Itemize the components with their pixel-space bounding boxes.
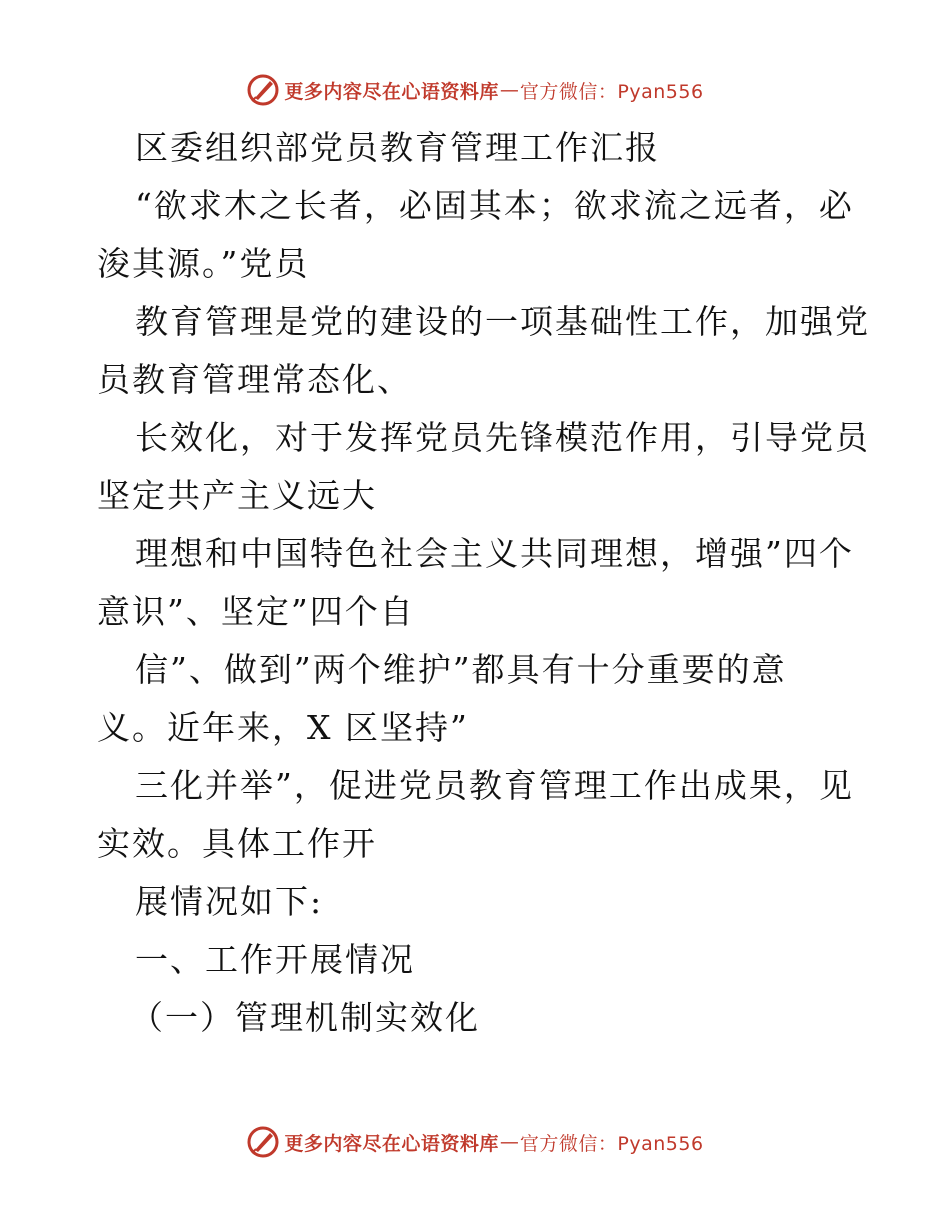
paragraph-line: 展情况如下: bbox=[135, 882, 324, 921]
paragraph-line: 实效。具体工作开 bbox=[97, 824, 377, 863]
subsection-heading: （一）管理机制实效化 bbox=[130, 998, 480, 1037]
document-body bbox=[97, 124, 870, 1042]
quill-logo-icon bbox=[246, 1125, 280, 1159]
document-title: 区委组织部党员教育管理工作汇报 bbox=[135, 128, 660, 167]
watermark-separator: — bbox=[499, 79, 519, 101]
paragraph-line: 教育管理是党的建设的一项基础性工作，加强党 bbox=[135, 302, 870, 341]
paragraph-line: 理想和中国特色社会主义共同理想，增强”四个 bbox=[135, 534, 854, 573]
paragraph-line: 三化并举”，促进党员教育管理工作出成果，见 bbox=[135, 766, 854, 805]
paragraph-line: 浚其源。”党员 bbox=[97, 244, 310, 283]
paragraph-line: 义。近年来，X 区坚持” bbox=[97, 708, 469, 747]
watermark-account-text: 官方微信：Pyan556 bbox=[519, 1132, 704, 1155]
watermark-separator: — bbox=[499, 1131, 519, 1153]
section-heading: 一、工作开展情况 bbox=[135, 940, 415, 979]
paragraph-line: 信”、做到”两个维护”都具有十分重要的意 bbox=[135, 650, 787, 689]
header-watermark bbox=[0, 68, 950, 112]
watermark-account-text: 官方微信：Pyan556 bbox=[519, 80, 704, 103]
paragraph-line: 长效化，对于发挥党员先锋模范作用，引导党员 bbox=[135, 418, 870, 457]
watermark-main-text: 更多内容尽在心语资料库 bbox=[284, 1132, 499, 1155]
footer-watermark bbox=[0, 1120, 950, 1164]
quill-logo-icon bbox=[246, 73, 280, 107]
paragraph-line: 意识”、坚定”四个自 bbox=[97, 592, 415, 631]
paragraph-line: 坚定共产主义远大 bbox=[97, 476, 377, 515]
paragraph-line: 员教育管理常态化、 bbox=[97, 360, 412, 399]
paragraph-line: “欲求木之长者，必固其本；欲求流之远者，必 bbox=[135, 186, 854, 225]
watermark-main-text: 更多内容尽在心语资料库 bbox=[284, 80, 499, 103]
